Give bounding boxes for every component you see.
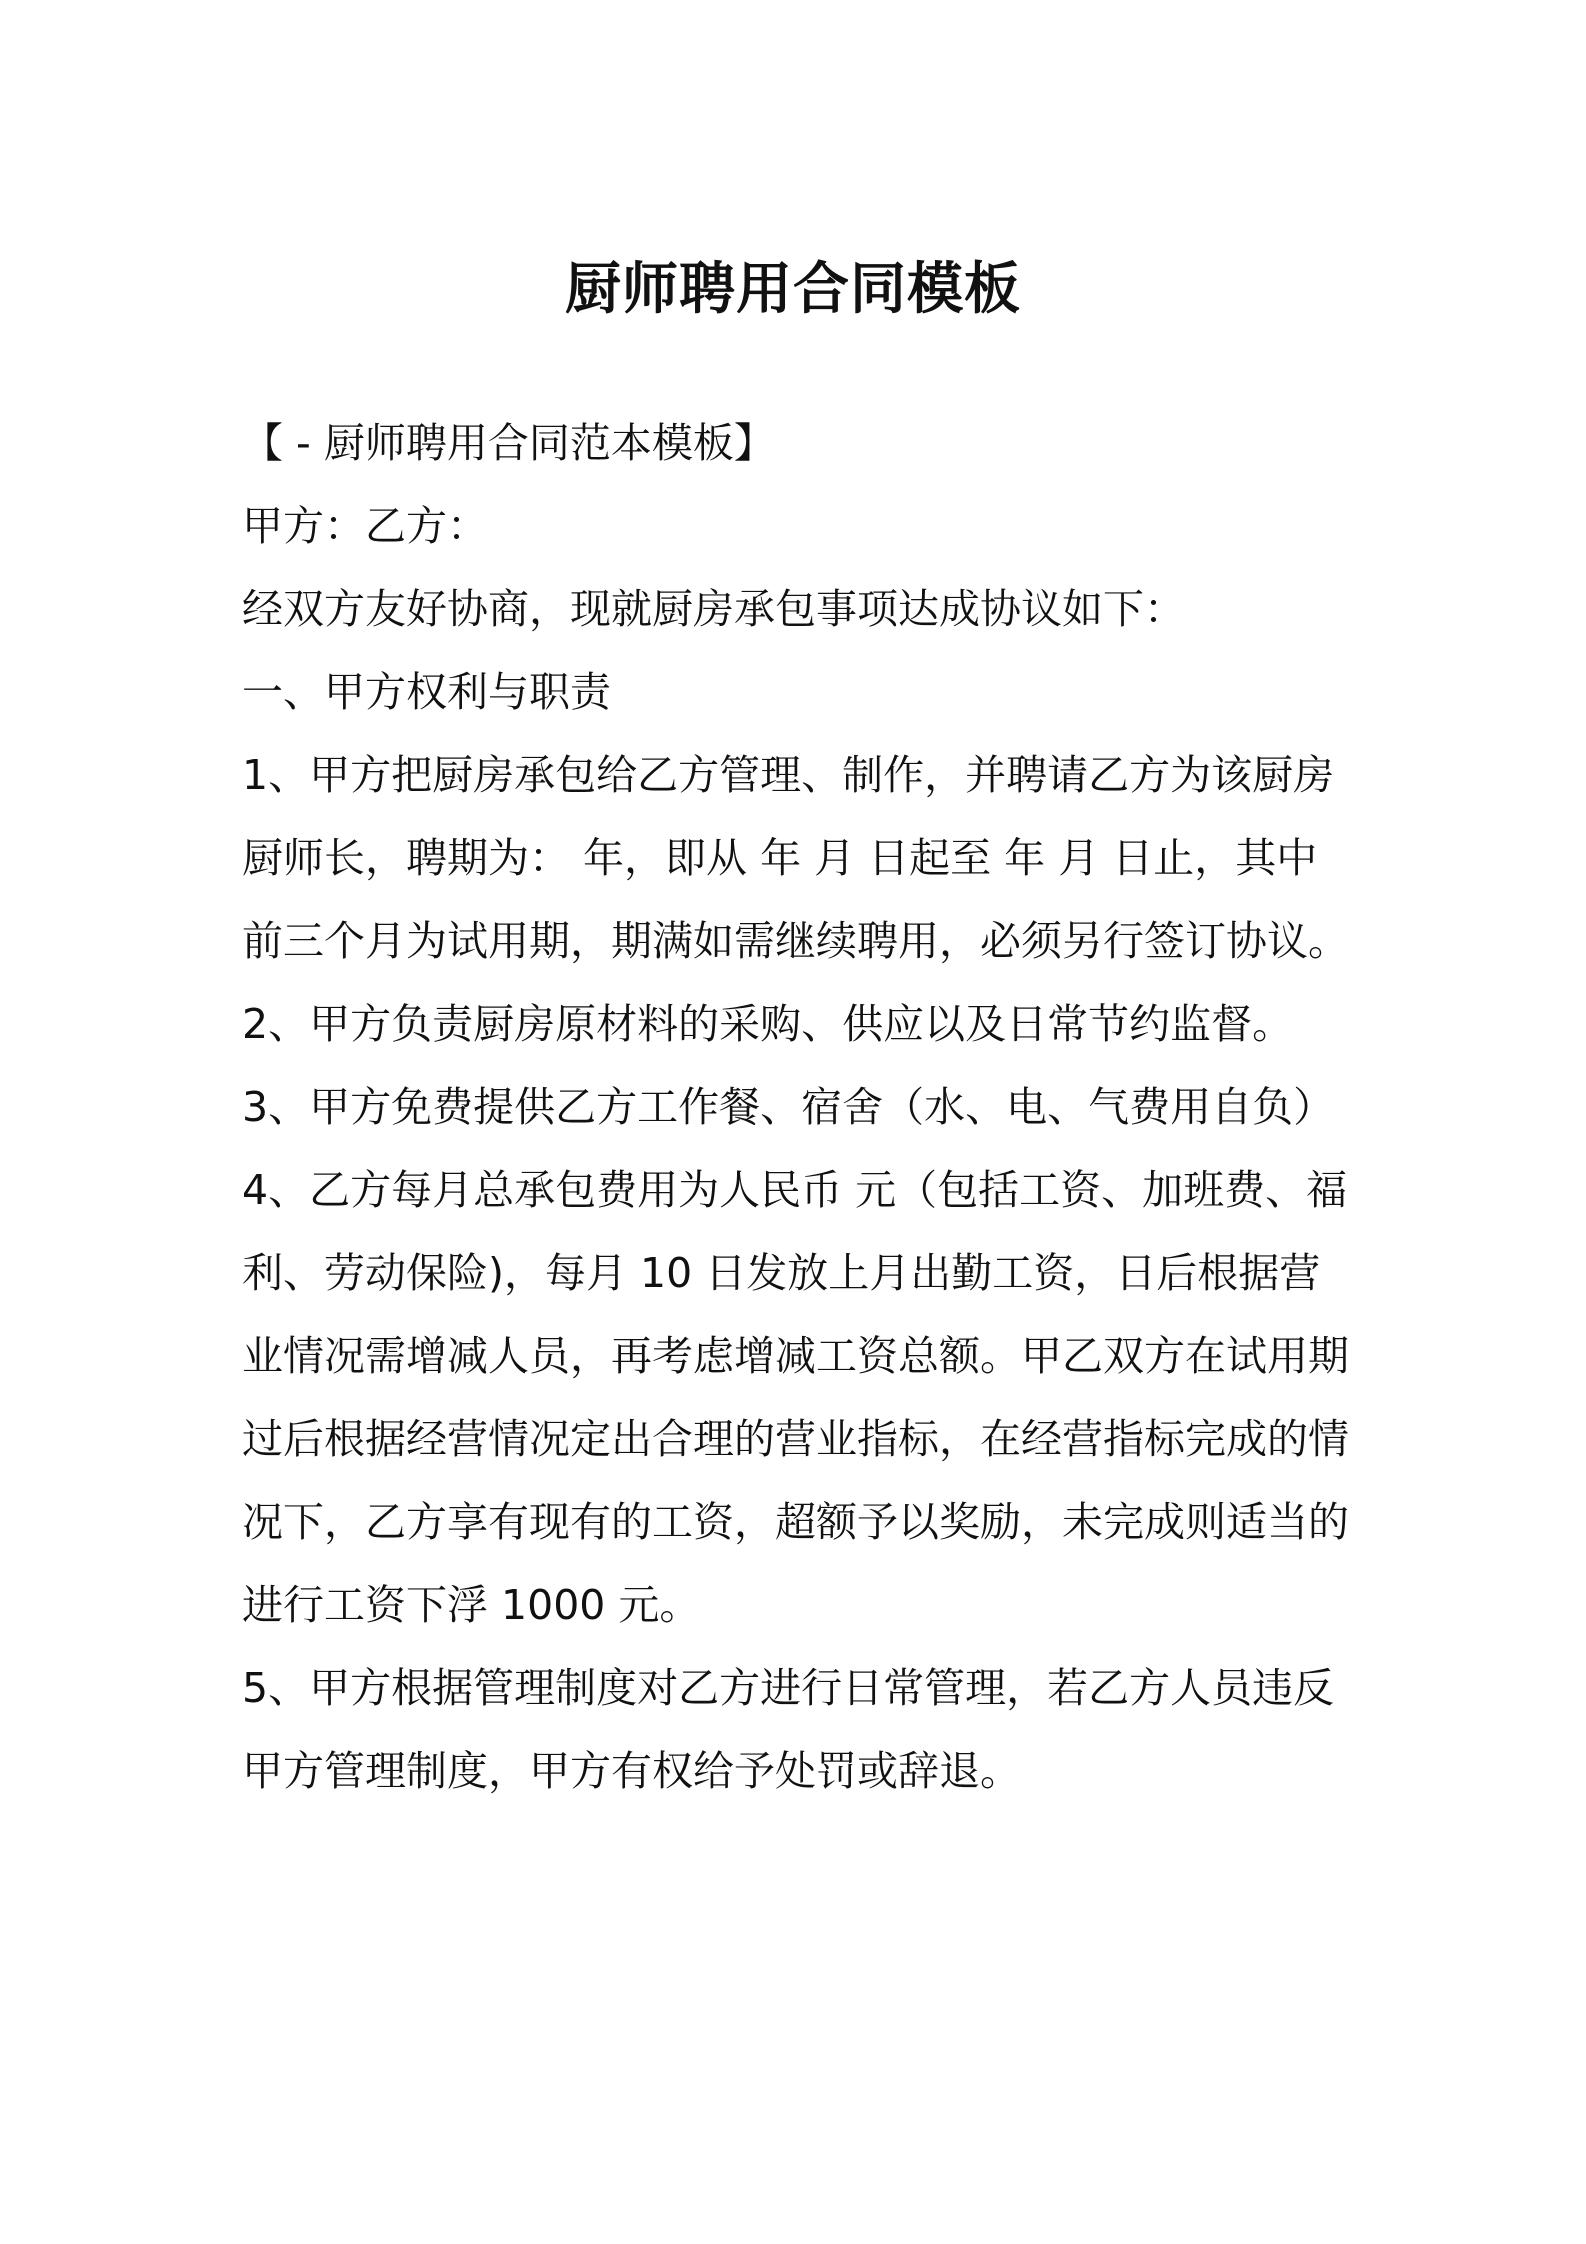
clause-3: 3、甲方免费提供乙方工作餐、宿舍（水、电、气费用自负） [242,1083,1335,1131]
clause-1: 1、甲方把厨房承包给乙方管理、制作，并聘请乙方为该厨房厨师长，聘期为： 年，即从 年 月 日起至 年 月 日止，其中前三个月为试用期，期满如需继续聘用，必须另行签订协议。 [242,751,1349,965]
paragraph-intro: 经双方友好协商，现就厨房承包事项达成协议如下： [242,585,1185,633]
clause-4: 4、乙方每月总承包费用为人民币 元（包括工资、加班费、福利、劳动保险)，每月 10 日发放上月出勤工资，日后根据营业情况需增减人员，再考虑增减工资总额。甲乙双方在试用期过后根据经营情况定出合理的营业指标，在经营指标完成的情况下，乙方享有现有的工资，超额予以奖励，未完成则适当的进行工资下浮 1000 元。 [242,1166,1349,1629]
document-subtitle: 【 - 厨师聘用合同范本模板】 [242,419,775,467]
paragraph-parties: 甲方：乙方： [242,502,488,550]
document-body [242,402,1352,1813]
clause-5: 5、甲方根据管理制度对乙方进行日常管理，若乙方人员违反甲方管理制度，甲方有权给予处罚或辞退。 [242,1664,1335,1795]
clause-2: 2、甲方负责厨房原材料的采购、供应以及日常节约监督。 [242,1000,1294,1048]
section-heading-party-a: 一、甲方权利与职责 [242,668,611,716]
document-title: 厨师聘用合同模板 [565,257,1021,322]
